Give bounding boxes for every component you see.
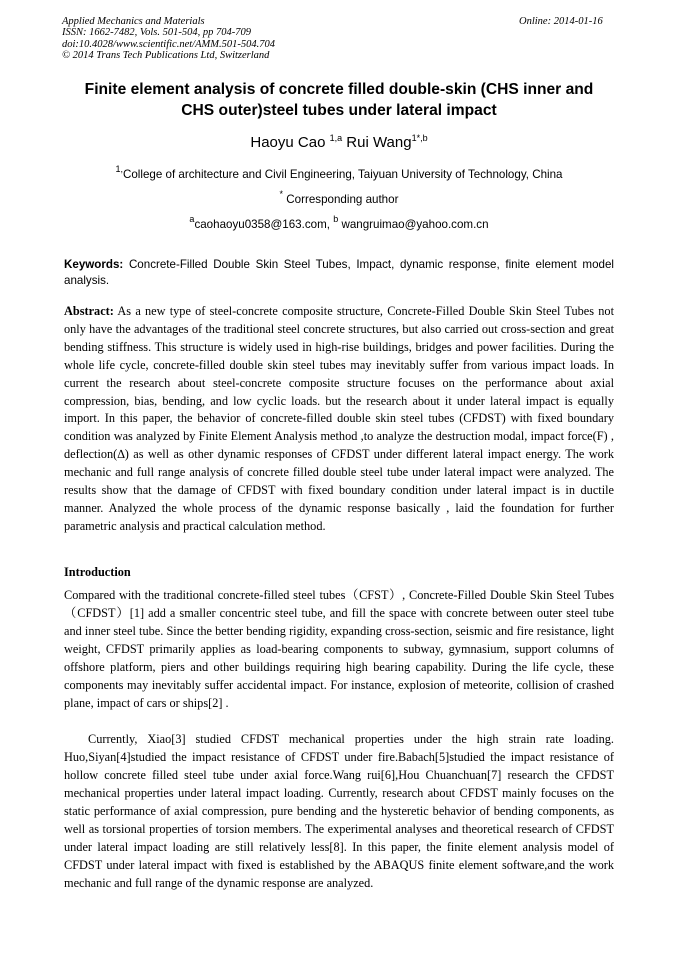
author-superscript: 1,a [329,133,343,143]
author-list [64,134,614,152]
email-superscript: a [189,214,195,224]
introduction-paragraph: Currently, Xiao[3] studied CFDST mechanical properties under the high strain rate loading. Huo,Siyan[4]studied the impact resistance of CFDST under fire.Babach[5]studied the impact resistance of hollow concrete filled steel tube under axial force.Wang rui[6],Hou Chuanchuan[7] research the CFDST mechanical properties under lateral impact loading. Currently, research about CFDST mainly focuses on the static performance of axial compression, pure bending and the hysteretic behavior of bending components, as well as torsional properties of torsion members. The experimental analyses and theoretical research of CFDST under lateral impact loading are still relatively less[8]. In this paper, the finite element analysis model of CFDST under lateral impact with fixed is established by the ABAQUS finite element software,and the work mechanic and full range of the dynamic response are analyzed. [64,732,614,890]
section-heading-introduction: Introduction [64,565,131,579]
abstract-text: As a new type of steel-concrete composite structure, Concrete-Filled Double Skin Steel Tubes not only have the advantages of the traditional steel concrete structures, but also carried out cross-section and great bending stiffness. This structure is widely used in high-rise buildings, bridges and power facilities. During the whole life cycle, concrete-filled double skin steel tubes may inevitably suffer from various impact loads. In current the research about steel-concrete composite structure focuses on the performance about axial compression, bias, bending, and low cyclic loads. but the research about it under lateral impact is equally import. In this paper, the behavior of concrete-filled double skin steel tubes (CFDST) with fixed boundary condition was analyzed by Finite Element Analysis method ,to analyze the destruction modal, impact force(F) , deflection(∆) as well as other dynamic responses of CFDST under different lateral impact energy. The work mechanic and full range analysis of concrete filled double steel tube under lateral impact were analyzed. The results show that the damage of CFDST with fixed boundary condition under lateral impact is in ductile manner. Analyzed the whole process of the dynamic response basically , laid the foundation for further parametric analysis and practical calculation method. [64,304,614,533]
online-date: Online: 2014-01-16 [519,16,603,27]
issn-line: ISSN: 1662-7482, Vols. 501-504, pp 704-709 [62,27,251,39]
author-name: Rui Wang [346,134,412,151]
paper-title [64,80,614,121]
email-superscript: b [333,214,339,224]
author-superscript: 1*,b [411,133,428,143]
copyright-line: © 2014 Trans Tech Publications Ltd, Switzerland [62,50,270,62]
doi-line: doi:10.4028/www.scientific.net/AMM.501-504.704 [62,38,275,50]
affiliation [64,164,614,182]
introduction-paragraph: Compared with the traditional concrete-filled steel tubes（CFST）, Concrete-Filled Double Skin Steel Tubes（CFDST）[1] add a smaller concentric steel tube, and fill the space with concrete between outer steel tube and inner steel tube. Since the better bending rigidity, expanding cross-section, seismic and fire resistance, light weight, CFDST primarily applies as load-bearing components to subway, gymnasium, support columns of offshore platform, piers and other buildings requiring high bearing capability. During the life cycle, these components may inevitably suffer accidental impact. For instance, explosion of meteorite, collision of crashed plane, impact of cars or ships[2] . [64,588,614,710]
corresponding-text: Corresponding author [286,193,399,206]
keywords-label: Keywords: [64,258,124,271]
keywords-text: Concrete-Filled Double Skin Steel Tubes, Impact, dynamic response, finite element model analysis. [64,258,614,287]
title-line-2: CHS outer)steel tubes under lateral impact [181,101,497,119]
abstract-label: Abstract: [64,304,114,318]
journal-name: Applied Mechanics and Materials [62,16,205,27]
affiliation-text: College of architecture and Civil Engineering, Taiyuan University of Technology, China [122,168,563,181]
title-line-1: Finite element analysis of concrete filled double-skin (CHS inner and [84,81,594,98]
author-emails [64,214,614,232]
journal-header [62,16,275,62]
corresponding-superscript: * [279,189,284,199]
author-name: Haoyu Cao [250,134,326,151]
email-address: wangruimao@yahoo.com.cn [341,218,489,231]
affiliation-superscript: 1, [115,164,123,174]
email-address: caohaoyu0358@163.com, [194,218,334,231]
keywords-section [64,257,614,289]
abstract-section [64,303,614,536]
corresponding-author [64,189,614,207]
